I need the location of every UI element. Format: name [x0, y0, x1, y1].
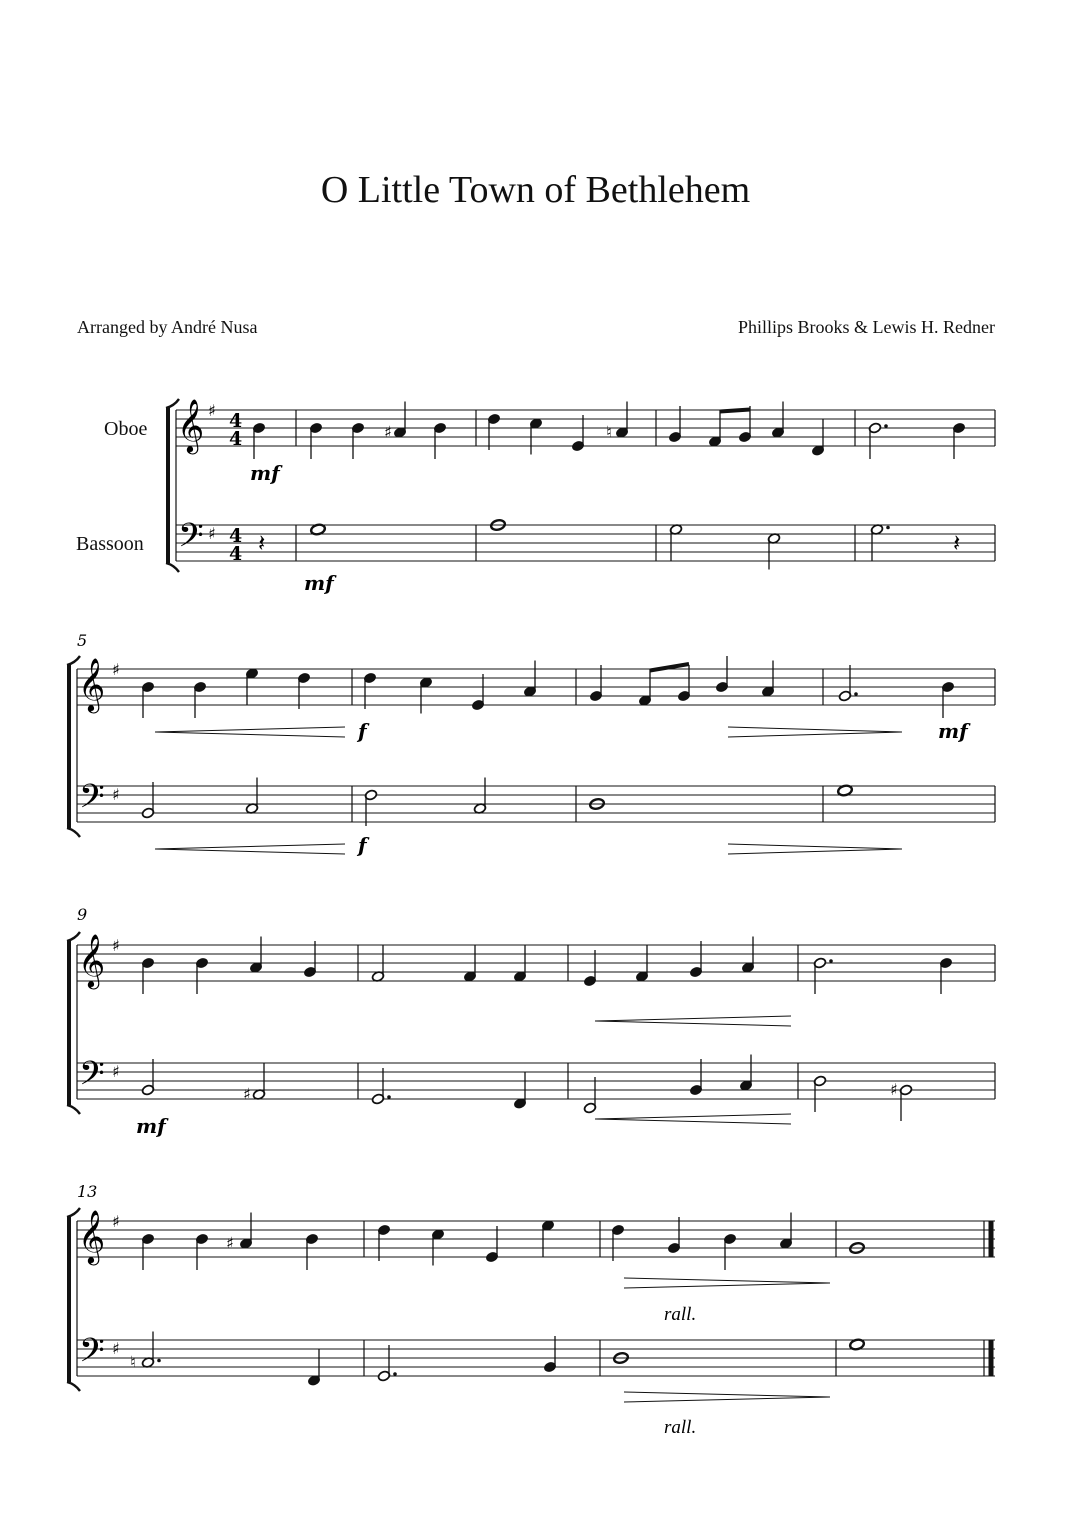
- sharp-icon: ♯: [112, 936, 120, 955]
- treble-clef-icon: 𝄞: [78, 933, 106, 987]
- crescendo-hairpin: [595, 1021, 791, 1026]
- quarter-rest-icon: 𝄽: [953, 529, 961, 557]
- diminuendo-hairpin: [728, 844, 902, 849]
- dynamic-mark-mf: mf: [136, 1114, 166, 1138]
- diminuendo-hairpin: [728, 727, 902, 732]
- augmentation-dot: [829, 959, 833, 963]
- page-title: O Little Town of Bethlehem: [320, 169, 751, 211]
- arranger-credit: Arranged by André Nusa: [77, 317, 258, 337]
- sharp-icon: ♯: [384, 422, 392, 442]
- diminuendo-hairpin: [624, 1278, 830, 1283]
- augmentation-dot: [157, 1359, 161, 1363]
- sharp-icon: ♯: [112, 660, 120, 679]
- beam: [720, 410, 750, 412]
- sharp-icon: ♯: [243, 1084, 251, 1104]
- instrument-label-oboe: Oboe: [104, 418, 148, 440]
- quarter-rest-icon: 𝄽: [258, 529, 266, 557]
- treble-clef-icon: 𝄞: [78, 657, 106, 711]
- time-signature-bottom: 4: [229, 543, 243, 565]
- crescendo-hairpin: [595, 1119, 791, 1124]
- dynamic-mark-mf: mf: [250, 461, 280, 485]
- augmentation-dot: [886, 526, 890, 530]
- crescendo-hairpin: [155, 732, 345, 737]
- sharp-icon: ♯: [112, 785, 120, 804]
- bracket-bottom-hook: [67, 828, 80, 837]
- diminuendo-hairpin: [728, 732, 902, 737]
- bass-clef-icon: 𝄢: [178, 517, 204, 563]
- augmentation-dot: [387, 1095, 391, 1099]
- time-signature-top: 4: [229, 410, 243, 432]
- bracket-bottom-hook: [67, 1105, 80, 1114]
- measure-number: 13: [77, 1182, 98, 1201]
- natural-icon: ♮: [130, 1352, 136, 1372]
- diminuendo-hairpin: [624, 1397, 830, 1402]
- treble-clef-icon: 𝄞: [177, 398, 205, 452]
- crescendo-hairpin: [595, 1114, 791, 1119]
- sharp-icon: ♯: [112, 1062, 120, 1081]
- sharp-icon: ♯: [112, 1212, 120, 1231]
- time-signature-bottom: 4: [229, 428, 243, 450]
- rall-text: rall.: [664, 1304, 697, 1325]
- dynamic-mark-mf: mf: [304, 571, 334, 595]
- sharp-icon: ♯: [208, 401, 216, 420]
- instrument-label-bassoon: Bassoon: [76, 533, 144, 555]
- measure-number: 5: [77, 631, 88, 650]
- sharp-icon: ♯: [890, 1080, 898, 1099]
- diminuendo-hairpin: [624, 1392, 830, 1397]
- bass-clef-icon: 𝄢: [79, 1332, 105, 1378]
- rall-text: rall.: [664, 1417, 697, 1438]
- crescendo-hairpin: [155, 727, 345, 732]
- beam: [650, 664, 689, 671]
- sharp-icon: ♯: [112, 1339, 120, 1358]
- time-signature-top: 4: [229, 525, 243, 547]
- augmentation-dot: [854, 692, 858, 696]
- augmentation-dot: [393, 1372, 397, 1376]
- sharp-icon: ♯: [208, 524, 216, 543]
- diminuendo-hairpin: [624, 1283, 830, 1288]
- crescendo-hairpin: [155, 849, 345, 854]
- dynamic-mark-f: f: [358, 719, 367, 743]
- treble-clef-icon: 𝄞: [78, 1209, 106, 1263]
- bass-clef-icon: 𝄢: [79, 1055, 105, 1101]
- diminuendo-hairpin: [728, 849, 902, 854]
- natural-icon: ♮: [606, 422, 612, 442]
- crescendo-hairpin: [155, 844, 345, 849]
- bracket-bottom-hook: [166, 563, 179, 572]
- measure-number: 9: [77, 905, 88, 924]
- dynamic-mark-mf: mf: [938, 719, 968, 743]
- augmentation-dot: [884, 424, 888, 428]
- dynamic-mark-f: f: [358, 833, 367, 857]
- sharp-icon: ♯: [226, 1233, 234, 1253]
- bracket-bottom-hook: [67, 1382, 80, 1391]
- composer-credit: Phillips Brooks & Lewis H. Redner: [738, 317, 995, 337]
- bass-clef-icon: 𝄢: [79, 778, 105, 824]
- crescendo-hairpin: [595, 1016, 791, 1021]
